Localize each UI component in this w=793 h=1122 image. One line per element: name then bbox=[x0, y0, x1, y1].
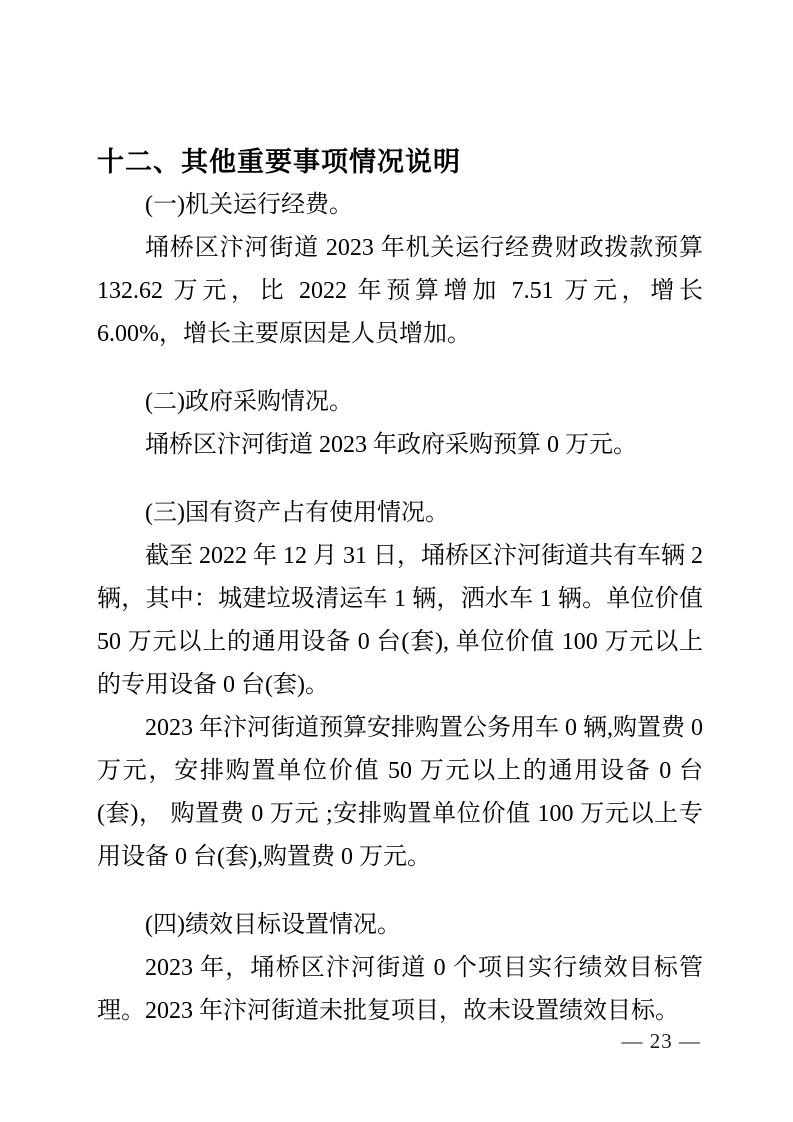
document-content bbox=[97, 140, 703, 1033]
section-paragraph: 2023 年，埇桥区汴河街道 0 个项目实行绩效目标管理。2023 年汴河街道未批复项目，故未设置绩效目标。 bbox=[97, 955, 703, 1024]
section-heading-1: (一)机关运行经费。 bbox=[145, 192, 353, 218]
section-paragraph: 截至 2022 年 12 月 31 日，埇桥区汴河街道共有车辆 2 辆，其中：城建垃圾清运车 1 辆，洒水车 1 辆。单位价值 50 万元以上的通用设备 0 台(套), 单位价值 100 万元以上的专用设备 0 台(套)。 bbox=[97, 543, 703, 698]
page-number: — 23 — bbox=[621, 1029, 701, 1053]
section-paragraph: 2023 年汴河街道预算安排购置公务用车 0 辆,购置费 0 万元，安排购置单位价值 50 万元以上的通用设备 0 台(套)， 购置费 0 万元 ;安排购置单位价值 100 万元以上专用设备 0 台(套),购置费 0 万元。 bbox=[97, 715, 703, 870]
document-title: 十二、其他重要事项情况说明 bbox=[97, 147, 461, 177]
section-heading-3: (三)国有资产占有使用情况。 bbox=[145, 500, 449, 526]
section-paragraph: 埇桥区汴河街道 2023 年政府采购预算 0 万元。 bbox=[145, 432, 637, 458]
section-government-procurement bbox=[97, 381, 703, 467]
section-heading-4: (四)绩效目标设置情况。 bbox=[145, 912, 401, 938]
section-heading-2: (二)政府采购情况。 bbox=[145, 389, 353, 415]
section-performance-targets bbox=[97, 904, 703, 1033]
section-paragraph: 埇桥区汴河街道 2023 年机关运行经费财政拨款预算 132.62 万元，比 2022 年预算增加 7.51 万元，增长 6.00%，增长主要原因是人员增加。 bbox=[97, 235, 703, 347]
section-organ-operating-funds bbox=[97, 184, 703, 356]
section-state-owned-assets bbox=[97, 492, 703, 879]
